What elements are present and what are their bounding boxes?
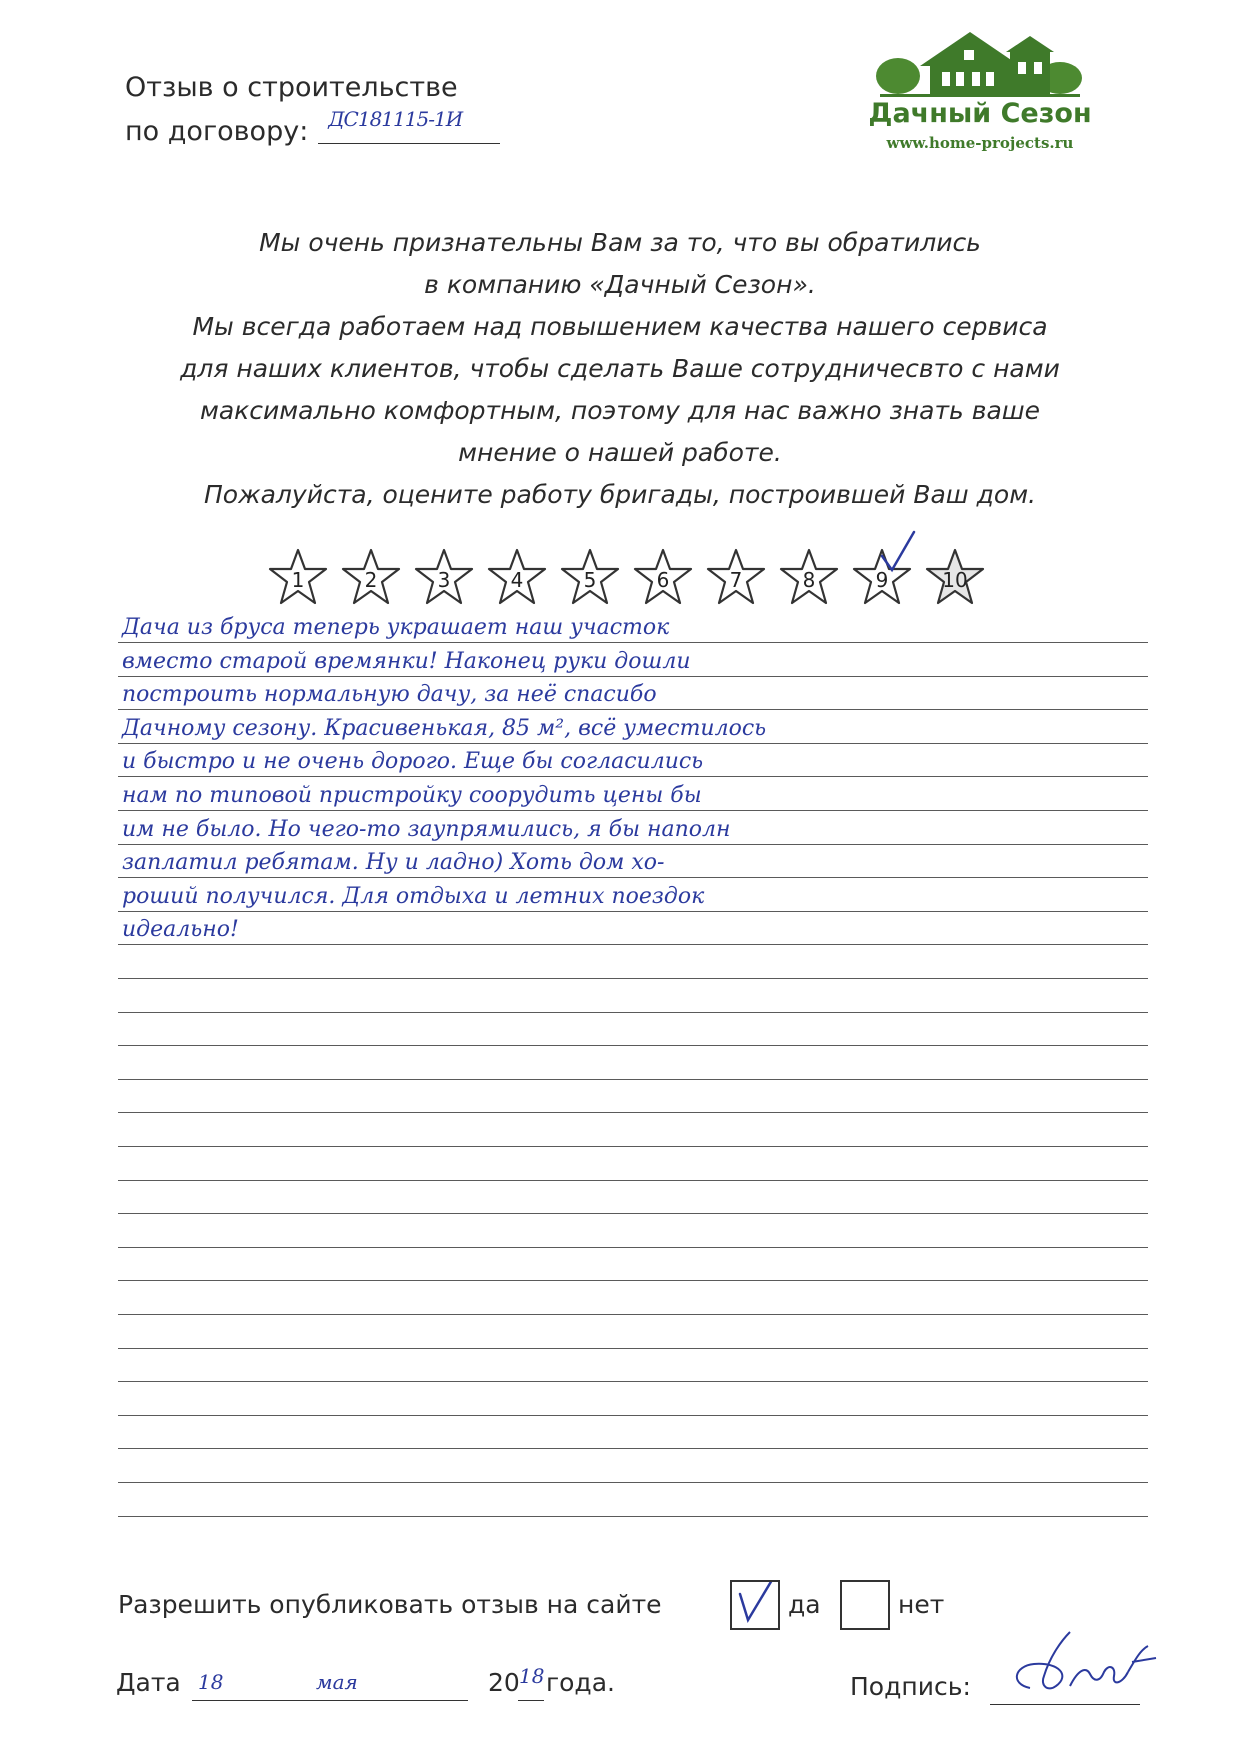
- rating-star-5[interactable]: [560, 548, 620, 606]
- rating-star-number: 1: [291, 568, 305, 592]
- logo-url: www.home-projects.ru: [886, 134, 1074, 152]
- review-line[interactable]: [118, 1247, 1148, 1248]
- publish-yes-checkbox[interactable]: [730, 1580, 780, 1630]
- review-line[interactable]: [118, 1482, 1148, 1483]
- contract-row: [125, 107, 500, 154]
- date-year-field[interactable]: [518, 1700, 544, 1701]
- rating-star-1[interactable]: [268, 548, 328, 606]
- company-logo: [860, 28, 1100, 158]
- intro-line: мнение о нашей работе.: [458, 438, 782, 467]
- date-month: мая: [316, 1670, 358, 1694]
- rating-star-number: 9: [875, 568, 889, 592]
- review-text: заплатил ребятам. Ну и ладно) Хоть дом хо-: [122, 850, 665, 876]
- intro-line: максимально комфортным, поэтому для нас важно знать ваше: [199, 396, 1041, 425]
- review-text: Дача из бруса теперь украшает наш участок: [122, 615, 670, 640]
- date-year-prefix: 20: [488, 1668, 520, 1697]
- rating-star-6[interactable]: [633, 548, 693, 606]
- rating-star-number: 3: [437, 568, 451, 592]
- date-year: 18: [519, 1664, 545, 1688]
- contract-number: ДС181115-1И: [328, 107, 463, 131]
- review-line[interactable]: [118, 1180, 1148, 1181]
- review-text: роший получился. Для отдыха и летних поездок: [122, 883, 705, 909]
- house-logo-icon: [860, 28, 1100, 98]
- review-line[interactable]: [118, 1012, 1148, 1013]
- review-line[interactable]: [118, 1448, 1148, 1449]
- review-line[interactable]: [118, 1280, 1148, 1281]
- rating-star-2[interactable]: [341, 548, 401, 606]
- review-line[interactable]: [118, 1415, 1148, 1416]
- rating-star-8[interactable]: [779, 548, 839, 606]
- review-line[interactable]: [118, 850, 1148, 878]
- intro-line: Мы очень признательны Вам за то, что вы обратились: [259, 228, 981, 257]
- review-line[interactable]: [118, 883, 1148, 912]
- review-text: построить нормальную дачу, за неё спасибо: [122, 682, 657, 708]
- review-line[interactable]: [118, 917, 1148, 945]
- date-day: 18: [198, 1670, 224, 1694]
- rating-star-number: 6: [656, 568, 670, 592]
- publish-label: Разрешить опубликовать отзыв на сайте: [118, 1590, 662, 1619]
- checkmark-icon: [878, 528, 918, 574]
- review-line[interactable]: [118, 1381, 1148, 1382]
- review-line[interactable]: [118, 783, 1148, 811]
- rating-star-number: 8: [802, 568, 816, 592]
- publish-no-label: нет: [898, 1590, 945, 1619]
- rating-star-number: 10: [942, 568, 968, 592]
- rating-star-4[interactable]: [487, 548, 547, 606]
- contract-label: по договору:: [125, 116, 309, 147]
- review-line[interactable]: [118, 1146, 1148, 1147]
- rating-star-7[interactable]: [706, 548, 766, 606]
- date-label: Дата: [116, 1668, 181, 1697]
- review-line[interactable]: [118, 1213, 1148, 1214]
- date-year-word: года.: [546, 1668, 615, 1697]
- form-header: [125, 66, 500, 154]
- rating-star-number: 7: [729, 568, 743, 592]
- review-text: Дачному сезону. Красивенькая, 85 м², всё уместилось: [122, 715, 767, 741]
- review-line[interactable]: [118, 1045, 1148, 1046]
- review-text: им не было. Но чего-то заупрямились, я бы наполн: [122, 816, 731, 842]
- intro-line: Мы всегда работаем над повышением качества нашего сервиса: [192, 312, 1048, 341]
- review-line[interactable]: [118, 749, 1148, 777]
- rating-star-3[interactable]: [414, 548, 474, 606]
- review-line[interactable]: [118, 1516, 1148, 1517]
- review-line[interactable]: [118, 1314, 1148, 1315]
- publish-no-checkbox[interactable]: [840, 1580, 890, 1630]
- review-line[interactable]: [118, 715, 1148, 744]
- signature-label: Подпись:: [850, 1672, 971, 1701]
- review-line[interactable]: [118, 1079, 1148, 1080]
- date-row: [116, 1664, 676, 1708]
- review-line[interactable]: [118, 1348, 1148, 1349]
- review-line[interactable]: [118, 615, 1148, 643]
- date-month-field[interactable]: [246, 1700, 468, 1701]
- contract-field[interactable]: [318, 107, 500, 144]
- rating-star-number: 5: [583, 568, 597, 592]
- rating-star-10[interactable]: [925, 548, 985, 606]
- rating-star-number: 4: [510, 568, 524, 592]
- date-day-field[interactable]: [192, 1700, 246, 1701]
- review-line[interactable]: [118, 816, 1148, 845]
- intro-line: в компанию «Дачный Сезон».: [424, 270, 816, 299]
- review-text: и быстро и не очень дорого. Еще бы согласились: [122, 749, 704, 775]
- intro-line: для наших клиентов, чтобы сделать Ваше сотрудничесвто с нами: [180, 354, 1060, 383]
- intro-text: [140, 222, 1100, 516]
- form-title: Отзыв о строительстве: [125, 72, 458, 103]
- review-line[interactable]: [118, 978, 1148, 979]
- handwritten-signature: [1000, 1626, 1170, 1706]
- checkmark-icon: [732, 1582, 778, 1628]
- publish-yes-label: да: [788, 1590, 821, 1619]
- review-line[interactable]: [118, 1112, 1148, 1113]
- signature-row: [850, 1672, 1150, 1722]
- publish-row: [118, 1580, 1018, 1630]
- intro-line: Пожалуйста, оцените работу бригады, построившей Ваш дом.: [204, 480, 1036, 509]
- review-text: идеально!: [122, 917, 239, 943]
- review-line[interactable]: [118, 682, 1148, 710]
- logo-name: Дачный Сезон: [868, 98, 1092, 129]
- rating-star-number: 2: [364, 568, 378, 592]
- review-text: вместо старой времянки! Наконец руки дошли: [122, 648, 691, 674]
- review-line[interactable]: [118, 648, 1148, 677]
- review-text: нам по типовой пристройку соорудить цены бы: [122, 783, 702, 808]
